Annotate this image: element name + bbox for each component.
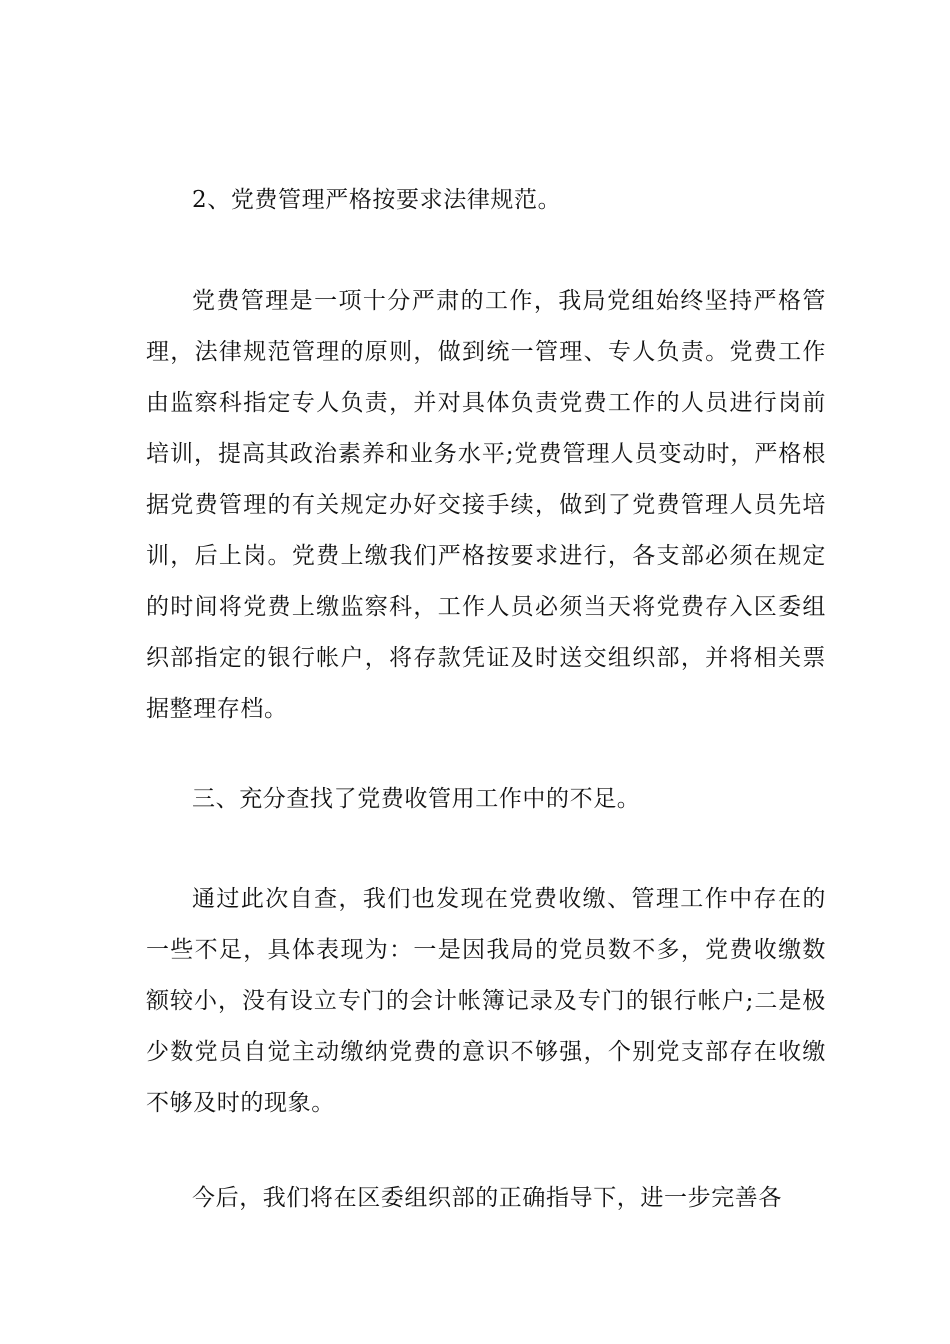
paragraph-shortcomings: 通过此次自查，我们也发现在党费收缴、管理工作中存在的一些不足，具体表现为：一是因我局的党员数不多，党费收缴数额较小，没有设立专门的会计帐簿记录及专门的银行帐户;二是极少数党员自觉主动缴纳党费的意识不够强，个别党支部存在收缴不够及时的现象。 [146,886,826,1116]
paragraph-party-fee-management: 党费管理是一项十分严肃的工作，我局党组始终坚持严格管理，法律规范管理的原则，做到统一管理、专人负责。党费工作由监察科指定专人负责，并对具体负责党费工作的人员进行岗前培训，提高其政治素养和业务水平;党费管理人员变动时，严格根据党费管理的有关规定办好交接手续，做到了党费管理人员先培训，后上岗。党费上缴我们严格按要求进行，各支部必须在规定的时间将党费上缴监察科，工作人员必须当天将党费存入区委组织部指定的银行帐户，将存款凭证及时送交组织部，并将相关票据整理存档。 [146,288,826,722]
paragraph-future-plans: 今后，我们将在区委组织部的正确指导下，进一步完善各 [192,1185,782,1211]
section-heading-party-fee-management: 2、党费管理严格按要求法律规范。 [192,187,562,213]
section-heading-shortcomings: 三、充分查找了党费收管用工作中的不足。 [192,786,641,812]
